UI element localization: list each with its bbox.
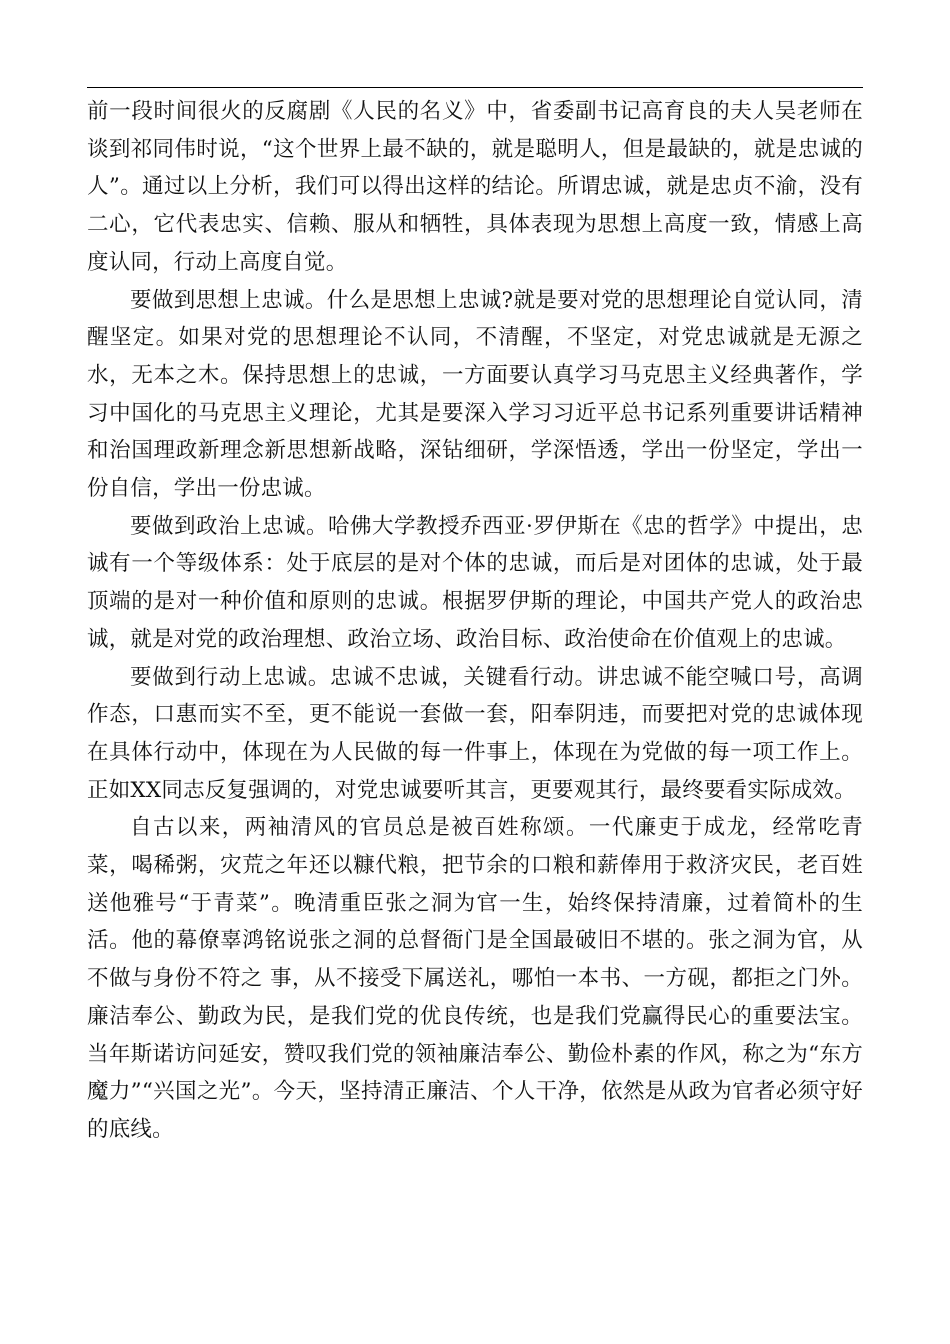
paragraph-loyalty-intro: 前一段时间很火的反腐剧《人民的名义》中，省委副书记高育良的夫人吴老师在谈到祁同伟时说，“这个世界上最不缺的，就是聪明人，但是最缺的，就是忠诚的人”。通过以上分析，我们可以得出这样的结论。所谓忠诚，就是忠贞不渝，没有二心，它代表忠实、信赖、服从和牺牲，具体表现为思想上高度一致，情感上高度认同，行动上高度自觉。 [87,99,863,275]
paragraph-integrity: 自古以来，两袖清风的官员总是被百姓称颂。一代廉吏于成龙，经常吃青菜，喝稀粥，灾荒之年还以糠代粮，把节余的口粮和薪俸用于救济灾民，老百姓送他雅号“于青菜”。晚清重臣张之洞为官一生，始终保持清廉，过着简朴的生活。他的幕僚辜鸿铭说张之洞的总督衙门是全国最破旧不堪的。张之洞为官，从不做与身份不符之 事，从不接受下属送礼，哪怕一本书、一方砚，都拒之门外。廉洁奉公、勤政为民，是我们党的优良传统，也是我们党赢得民心的重要法宝。当年斯诺访问延安，赞叹我们党的领袖廉洁奉公、勤俭朴素的作风，称之为“东方魔力”“兴国之光”。今天，坚持清正廉洁、个人干净，依然是从政为官者必须守好的底线。 [87,815,863,1142]
paragraph-political-loyalty: 要做到政治上忠诚。哈佛大学教授乔西亚·罗伊斯在《忠的哲学》中提出，忠诚有一个等级体系：处于底层的是对个体的忠诚，而后是对团体的忠诚，处于最顶端的是对一种价值和原则的忠诚。根据罗伊斯的理论，中国共产党人的政治忠诚，就是对党的政治理想、政治立场、政治目标、政治使命在价值观上的忠诚。 [87,513,863,652]
paragraph-ideological-loyalty: 要做到思想上忠诚。什么是思想上忠诚?就是要对党的思想理论自觉认同，清醒坚定。如果对党的思想理论不认同，不清醒，不坚定，对党忠诚就是无源之水，无本之木。保持思想上的忠诚，一方面要认真学习马克思主义经典著作，学习中国化的马克思主义理论，尤其是要深入学习习近平总书记系列重要讲话精神和治国理政新理念新思想新战略，深钻细研，学深悟透，学出一份坚定，学出一份自信，学出一份忠诚。 [87,287,863,502]
paragraph-action-loyalty: 要做到行动上忠诚。忠诚不忠诚，关键看行动。讲忠诚不能空喊口号，高调作态，口惠而实不至，更不能说一套做一套，阳奉阴违，而要把对党的忠诚体现在具体行动中，体现在为人民做的每一件事上，体现在为党做的每一项工作上。正如XX同志反复强调的，对党忠诚要听其言，更要观其行，最终要看实际成效。 [87,664,863,803]
header-rule [87,87,863,88]
document-body [87,93,863,1149]
